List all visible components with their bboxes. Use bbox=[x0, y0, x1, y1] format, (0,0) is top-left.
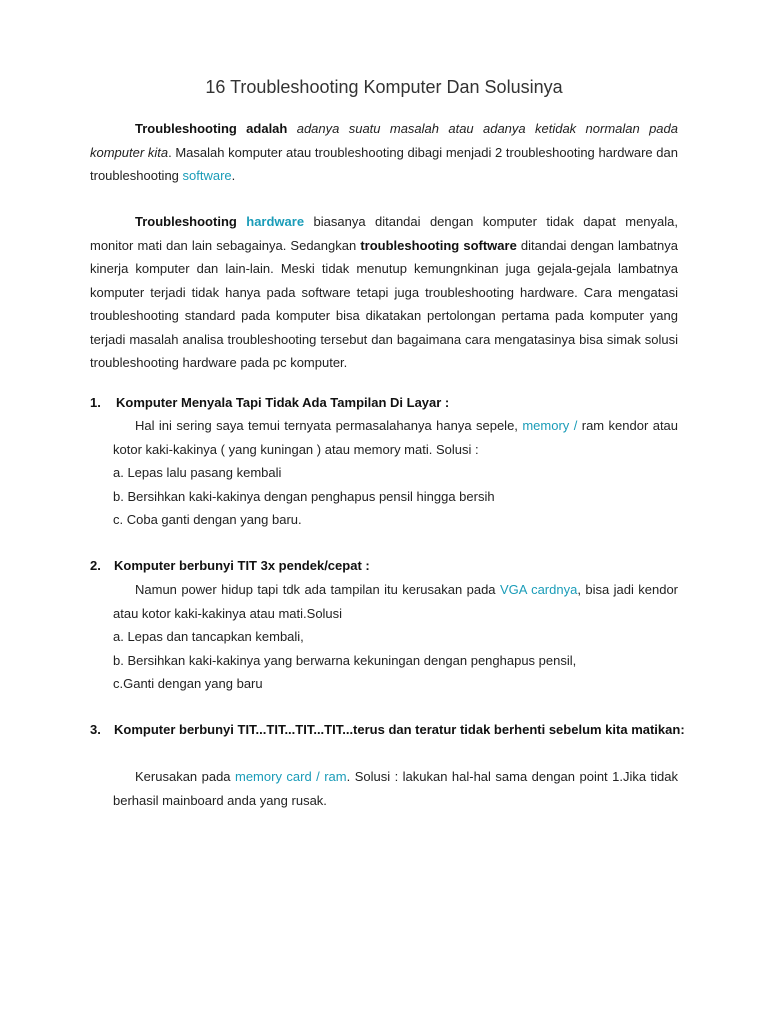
software-link[interactable]: software bbox=[182, 168, 232, 183]
intro-end: . bbox=[231, 168, 236, 183]
step-a: a. Lepas dan tancapkan kembali, bbox=[113, 629, 304, 644]
vga-card-link[interactable]: VGA cardnya bbox=[499, 582, 578, 597]
step-c: c.Ganti dengan yang baru bbox=[113, 676, 263, 691]
list-number: 3. bbox=[90, 722, 101, 737]
step-c: c. Coba ganti dengan yang baru. bbox=[113, 512, 302, 527]
p2-text-2: ditandai dengan lambatnya kinerja komputer dan lain-lain. Meski tidak menutup kemungnkinan juga gejala-gejala lambatnya komputer terjadi tidak hanya pada software tetapi juga troubleshooting hardware. Cara mengatasi troubleshooting standard pada komputer bisa dikatakan pertolongan pertama pada komputer yang terjadi masalah analisa troubleshooting tersebut dan bagaimana cara mengatasinya bisa simak solusi troubleshooting hardware pada pc komputer. bbox=[90, 237, 678, 370]
list-item-1-desc bbox=[113, 414, 678, 461]
intro-paragraph-1 bbox=[90, 117, 678, 188]
p2-text-1: biasanya ditandai dengan komputer tidak dapat menyala, monitor mati dan lain sebagainya. Sedangkan bbox=[90, 214, 678, 253]
list-number: 2. bbox=[90, 558, 101, 573]
step-b: b. Bersihkan kaki-kakinya yang berwarna kekuningan dengan penghapus pensil, bbox=[113, 652, 577, 668]
intro-text: . Masalah komputer atau troubleshooting dibagi menjadi 2 troubleshooting hardware dan troubleshooting bbox=[90, 144, 678, 183]
list-number: 1. bbox=[90, 395, 101, 410]
list-item-2-body bbox=[113, 578, 678, 696]
desc-text: Hal ini sering saya temui ternyata permasalahanya hanya sepele, bbox=[135, 418, 523, 433]
step-a: a. Lepas lalu pasang kembali bbox=[113, 465, 282, 480]
memory-card-link[interactable]: memory card / ram bbox=[235, 769, 347, 784]
page-title: 16 Troubleshooting Komputer Dan Solusinya bbox=[205, 77, 563, 97]
desc-text-end: ram kendor atau kotor kaki-kakinya ( yang kuningan ) atau memory mati. Solusi : bbox=[113, 418, 679, 457]
list-item-3-body bbox=[113, 765, 678, 812]
desc-text-end: , bisa jadi kendor atau kotor kaki-kakinya atau mati.Solusi bbox=[113, 582, 679, 621]
list-item-3-heading bbox=[90, 718, 702, 742]
desc-text-end: . Solusi : lakukan hal-hal sama dengan point 1.Jika tidak berhasil mainboard anda yang rusak. bbox=[113, 769, 679, 808]
list-item-3-desc bbox=[113, 765, 678, 812]
desc-text: Kerusakan pada bbox=[135, 769, 235, 784]
list-heading-text: Komputer Menyala Tapi Tidak Ada Tampilan Di Layar : bbox=[116, 395, 450, 410]
p2-term-software: troubleshooting software bbox=[360, 237, 517, 253]
intro-paragraph-2 bbox=[90, 210, 678, 375]
step-b: b. Bersihkan kaki-kakinya dengan penghapus pensil hingga bersih bbox=[113, 488, 495, 504]
hardware-link[interactable]: hardware bbox=[246, 214, 305, 229]
list-item-2-desc bbox=[113, 578, 678, 625]
intro-term: Troubleshooting adalah bbox=[135, 121, 288, 136]
list-heading-text: Komputer berbunyi TIT 3x pendek/cepat : bbox=[114, 558, 370, 573]
intro-definition: adanya suatu masalah atau adanya ketidak normalan pada komputer kita bbox=[90, 121, 678, 160]
p2-term: Troubleshooting bbox=[135, 214, 237, 229]
list-item-2-heading bbox=[90, 554, 678, 578]
memory-link[interactable]: memory / bbox=[522, 418, 578, 433]
list-heading-text: Komputer berbunyi TIT...TIT...TIT...TIT...terus dan teratur tidak berhenti sebelum kita matikan: bbox=[114, 722, 685, 737]
list-item-1-body bbox=[113, 414, 678, 532]
desc-text: Namun power hidup tapi tdk ada tampilan itu kerusakan pada bbox=[135, 582, 500, 597]
list-item-1-heading bbox=[90, 391, 678, 415]
